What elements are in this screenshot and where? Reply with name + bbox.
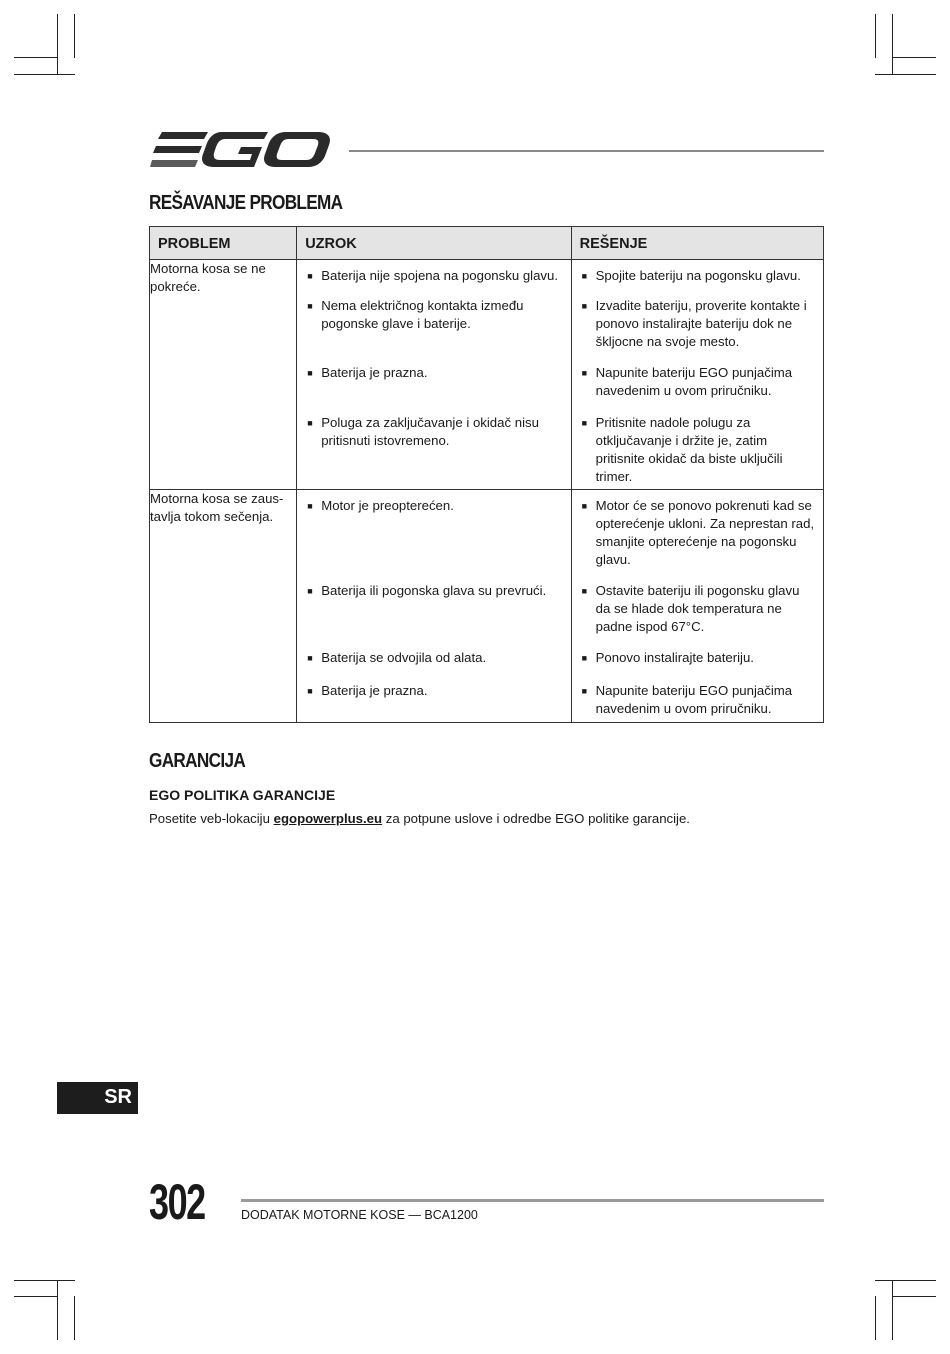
crop-mark	[875, 74, 936, 75]
bullet-icon: ■	[307, 271, 313, 281]
solution-text: Napunite bateriju EGO punjačima navedenim u ovom priručniku.	[595, 365, 793, 398]
crop-mark	[74, 1296, 75, 1340]
solution-text: Napunite bateriju EGO punjačima navedenim u ovom priručniku.	[595, 683, 793, 716]
solution-cell	[571, 260, 823, 490]
crop-mark	[892, 14, 893, 74]
ego-logo	[150, 128, 332, 172]
solution-text: Ponovo instalirajte bateriju.	[595, 650, 754, 665]
crop-mark	[57, 1280, 58, 1340]
warranty-text-after: za potpune uslove i odredbe EGO politike garancije.	[382, 811, 690, 826]
bullet-icon: ■	[581, 586, 588, 596]
solution-text: Spojite bateriju na pogonsku glavu.	[595, 268, 801, 283]
crop-mark	[875, 1296, 876, 1340]
footer-text: DODATAK MOTORNE KOSE — BCA1200	[241, 1208, 478, 1222]
bullet-icon: ■	[581, 301, 588, 311]
page-number: 302	[149, 1174, 205, 1230]
cause-text: Baterija ili pogonska glava su prevrući.	[321, 583, 547, 598]
list-item	[297, 364, 570, 414]
warranty-title: GARANCIJA	[149, 750, 246, 772]
bullet-icon: ■	[307, 653, 313, 663]
troubleshooting-title: REŠAVANJE PROBLEMA	[149, 192, 343, 214]
bullet-icon: ■	[307, 586, 313, 596]
table-header-row	[150, 227, 824, 260]
column-header-problem: PROBLEM	[150, 227, 297, 260]
bullet-icon: ■	[307, 301, 313, 311]
list-item	[572, 682, 823, 718]
crop-mark	[57, 14, 58, 74]
bullet-icon: ■	[581, 271, 588, 281]
crop-mark	[14, 74, 75, 75]
cause-cell	[297, 490, 571, 723]
cause-text: Motor je preopterećen.	[321, 498, 454, 513]
crop-mark	[892, 1296, 936, 1297]
warranty-paragraph	[149, 811, 690, 826]
header-rule	[349, 150, 824, 152]
list-item	[572, 582, 823, 649]
list-item	[297, 682, 570, 700]
cause-text: Poluga za zaključavanje i okidač nisu pritisnuti istovremeno.	[321, 415, 539, 448]
problem-cell: Motorna kosa se zaus-tavlja tokom sečenja.	[150, 490, 297, 723]
solution-text: Pritisnite nadole polugu za otključavanje i držite je, zatim pritisnite okidač da biste uključili trimer.	[595, 415, 783, 484]
bullet-icon: ■	[307, 418, 313, 428]
column-header-solution: REŠENJE	[571, 227, 823, 260]
problem-cell: Motorna kosa se ne pokreće.	[150, 260, 297, 490]
cause-cell	[297, 260, 571, 490]
solution-text: Ostavite bateriju ili pogonsku glavu da se hlade dok temperatura ne padne ispod 67°C.	[595, 583, 800, 634]
cause-text: Baterija se odvojila od alata.	[321, 650, 487, 665]
solution-cell	[571, 490, 823, 723]
list-item	[297, 649, 570, 682]
cause-text: Baterija je prazna.	[321, 365, 428, 380]
crop-mark	[875, 1280, 936, 1281]
crop-mark	[892, 1280, 893, 1340]
bullet-icon: ■	[581, 418, 588, 428]
table-row	[150, 490, 824, 723]
warranty-text-before: Posetite veb-lokaciju	[149, 811, 274, 826]
bullet-icon: ■	[581, 653, 588, 663]
troubleshooting-table	[149, 226, 824, 723]
column-header-cause: UZROK	[297, 227, 571, 260]
bullet-icon: ■	[307, 686, 313, 696]
cause-text: Nema električnog kontakta između pogonske glave i baterije.	[321, 298, 524, 331]
bullet-icon: ■	[307, 368, 313, 378]
list-item	[297, 297, 570, 364]
crop-mark	[875, 14, 876, 58]
bullet-icon: ■	[581, 501, 588, 511]
crop-mark	[14, 57, 58, 58]
warranty-subtitle: EGO POLITIKA GARANCIJE	[149, 787, 336, 803]
list-item	[572, 297, 823, 364]
list-item	[572, 364, 823, 414]
list-item	[572, 267, 823, 297]
footer-rule	[241, 1199, 824, 1202]
list-item	[297, 267, 570, 297]
language-tab: SR	[57, 1082, 138, 1114]
crop-mark	[892, 57, 936, 58]
bullet-icon: ■	[307, 501, 313, 511]
crop-mark	[14, 1296, 58, 1297]
warranty-link[interactable]: egopowerplus.eu	[273, 811, 383, 826]
bullet-icon: ■	[581, 368, 588, 378]
cause-text: Baterija je prazna.	[321, 683, 428, 698]
list-item	[572, 649, 823, 682]
cause-text: Baterija nije spojena na pogonsku glavu.	[321, 268, 559, 283]
bullet-icon: ■	[581, 686, 588, 696]
table-row	[150, 260, 824, 490]
list-item	[297, 414, 570, 450]
crop-mark	[74, 14, 75, 58]
crop-mark	[14, 1280, 75, 1281]
solution-text: Izvadite bateriju, proverite kontakte i ponovo instalirajte bateriju dok ne škljocne na svoje mesto.	[595, 298, 807, 349]
list-item	[572, 497, 823, 582]
solution-text: Motor će se ponovo pokrenuti kad se opterećenje ukloni. Za neprestan rad, smanjite opterećenje na pogonsku glavu.	[595, 498, 815, 567]
list-item	[572, 414, 823, 486]
list-item	[297, 582, 570, 649]
list-item	[297, 497, 570, 582]
